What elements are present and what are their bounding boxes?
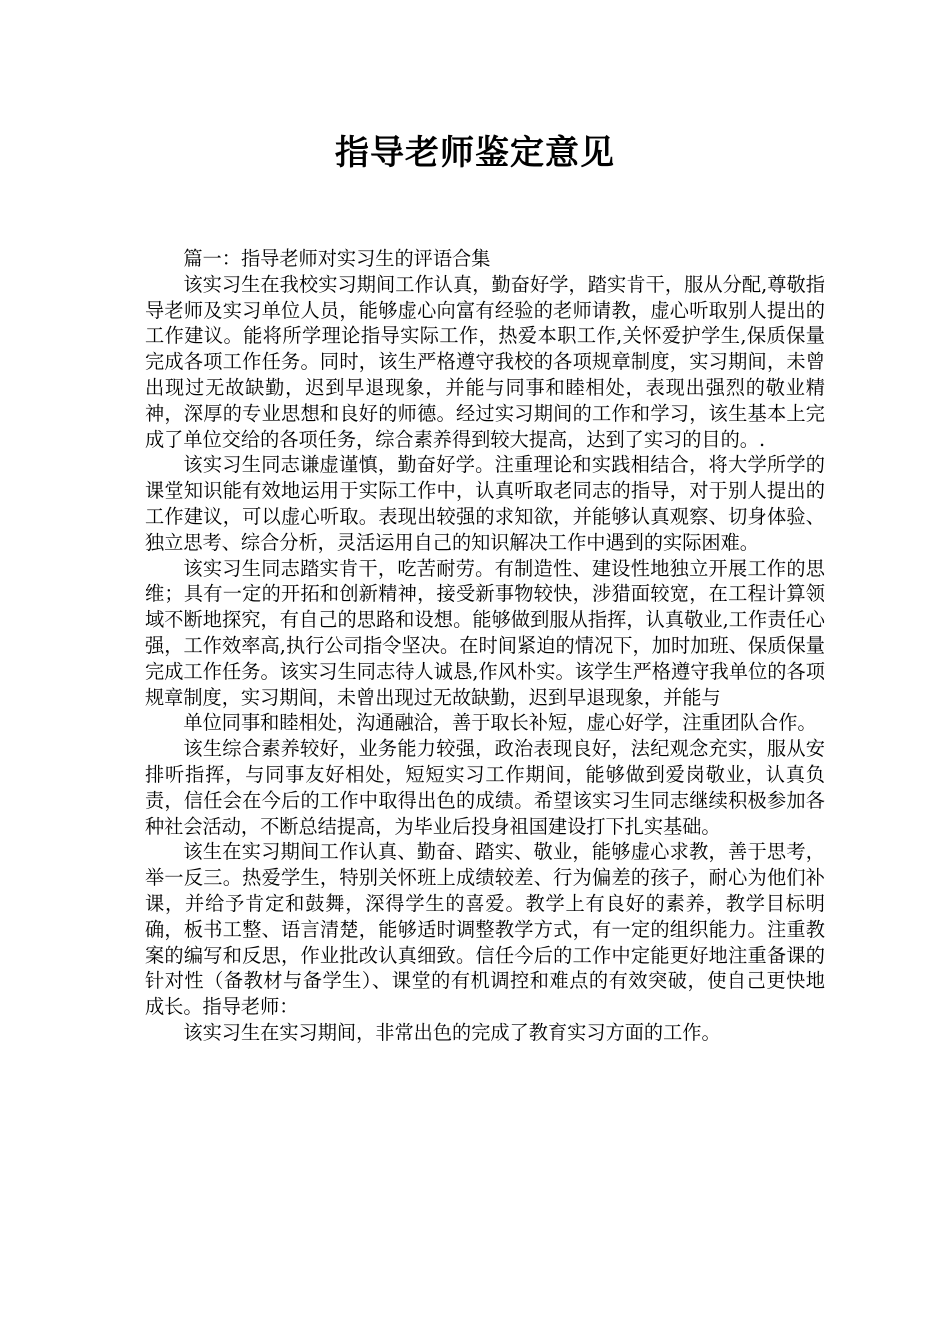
paragraph: 单位同事和睦相处，沟通融洽，善于取长补短，虚心好学，注重团队合作。 xyxy=(183,711,817,735)
paragraph: 该生在实习期间工作认真、勤奋、踏实、敬业，能够虚心求教，善于思考，举一反三。热爱学生，特别关怀班上成绩较差、行为偏差的孩子，耐心为他们补课，并给予肯定和鼓舞，深得学生的喜爱。教学上有良好的素养，教学目标明确，板书工整、语言清楚，能够适时调整教学方式，有一定的组织能力。注重教案的编写和反思，作业批改认真细致。信任今后的工作中定能更好地注重备课的针对性（备教材与备学生）、课堂的有机调控和难点的有效突破，使自己更快地成长。指导老师： xyxy=(145,840,825,1019)
paragraph: 该生综合素养较好，业务能力较强，政治表现良好，法纪观念充实，服从安排听指挥，与同事友好相处，短短实习工作期间，能够做到爱岗敬业，认真负责，信任会在今后的工作中取得出色的成绩。希望该实习生同志继续积极参加各种社会活动，不断总结提高，为毕业后投身祖国建设打下扎实基础。 xyxy=(145,737,825,838)
paragraph: 该实习生同志踏实肯干，吃苦耐劳。有制造性、建设性地独立开展工作的思维；具有一定的开拓和创新精神，接受新事物较快，涉猎面较宽，在工程计算领域不断地探究，有自己的思路和设想。能够做到服从指挥，认真敬业,工作责任心强，工作效率高,执行公司指令坚决。在时间紧迫的情况下，加时加班、保质保量完成工作任务。该实习生同志待人诚恳,作风朴实。该学生严格遵守我单位的各项规章制度，实习期间，未曾出现过无故缺勤，迟到早退现象，并能与 xyxy=(145,556,825,709)
document-body xyxy=(145,246,825,1046)
paragraph: 该实习生在我校实习期间工作认真，勤奋好学，踏实肯干，服从分配,尊敬指导老师及实习单位人员，能够虚心向富有经验的老师请教，虚心听取别人提出的工作建议。能将所学理论指导实际工作，热爱本职工作,关怀爱护学生,保质保量完成各项工作任务。同时，该生严格遵守我校的各项规章制度，实习期间，未曾出现过无故缺勤，迟到早退现象，并能与同事和睦相处，表现出强烈的敬业精神，深厚的专业思想和良好的师德。经过实习期间的工作和学习，该生基本上完成了单位交给的各项任务，综合素养得到较大提高，达到了实习的目的。. xyxy=(145,272,825,451)
section-heading: 篇一：指导老师对实习生的评语合集 xyxy=(183,247,491,270)
paragraph: 该实习生在实习期间，非常出色的完成了教育实习方面的工作。 xyxy=(183,1020,721,1044)
paragraph: 该实习生同志谦虚谨慎，勤奋好学。注重理论和实践相结合，将大学所学的课堂知识能有效地运用于实际工作中，认真听取老同志的指导，对于别人提出的工作建议，可以虚心听取。表现出较强的求知欲，并能够认真观察、切身体验、独立思考、综合分析，灵活运用自己的知识解决工作中遇到的实际困难。 xyxy=(145,453,825,554)
document-title: 指导老师鉴定意见 xyxy=(335,133,615,173)
